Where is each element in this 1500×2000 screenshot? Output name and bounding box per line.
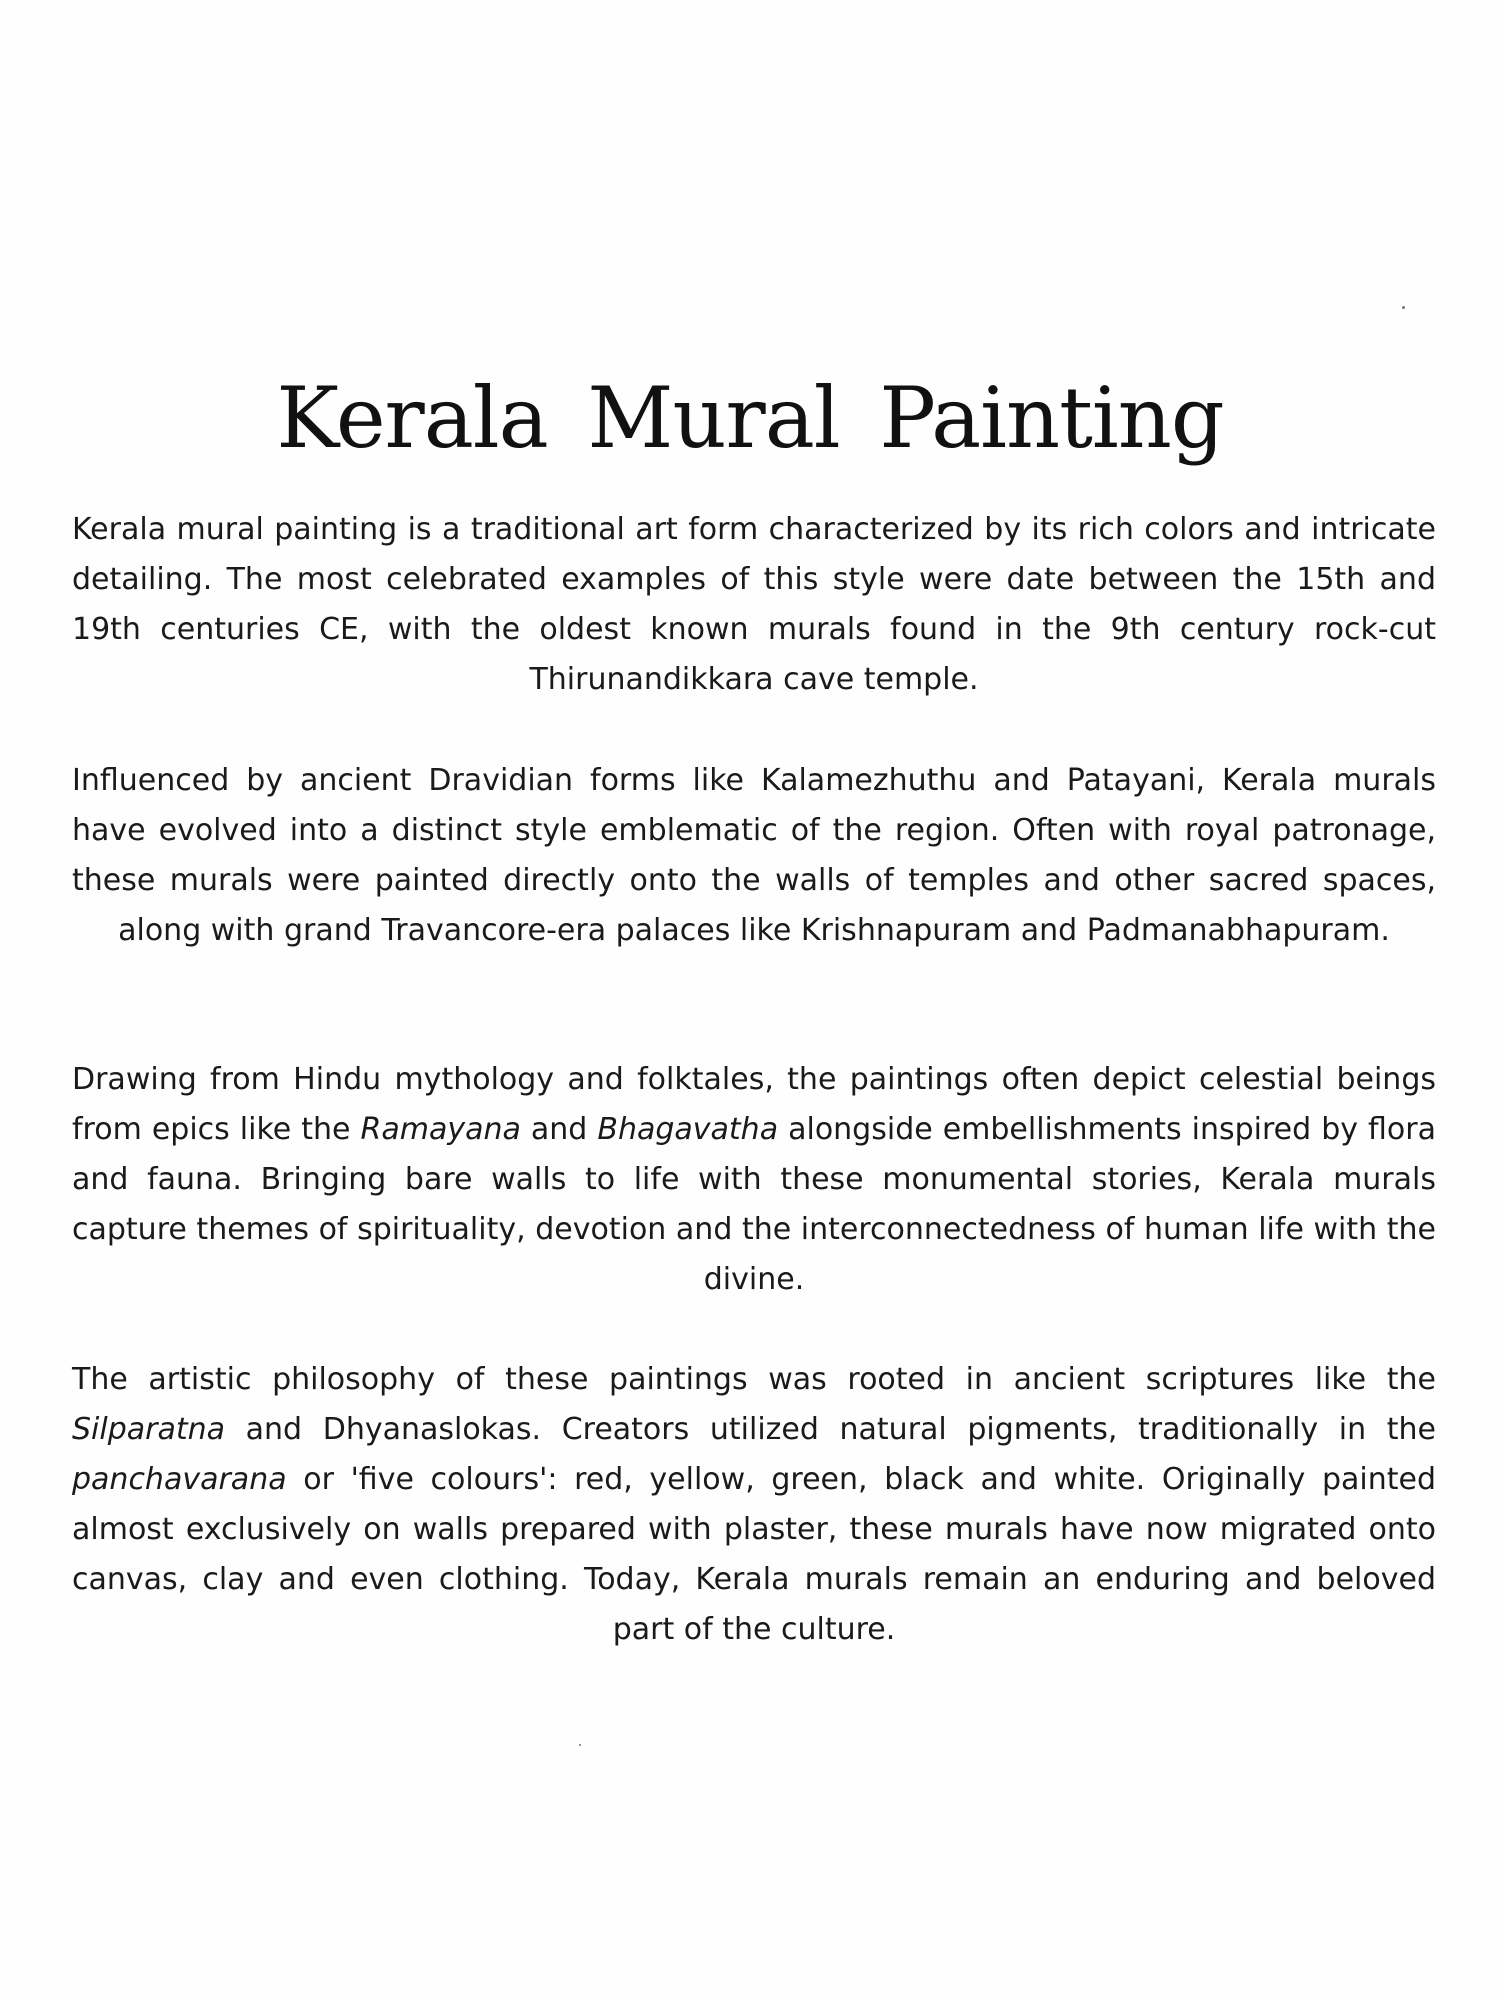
paragraph-philosophy-text-3: or 'five colours': red, yellow, green, black and white. Originally painted almost exclusively on walls prepared with plaster, these murals have now migrated onto canvas, clay and even clothing. Today, Kerala murals remain an enduring and beloved part of the culture. (72, 1462, 1436, 1647)
scan-speck (1402, 306, 1405, 309)
paragraph-philosophy (72, 1355, 1436, 1655)
paragraph-philosophy-text-2: and Dhyanaslokas. Creators utilized natural pigments, traditionally in the (225, 1412, 1436, 1447)
paragraph-themes-text-1: Drawing from Hindu mythology and folktales, the paintings often depict celestial beings from epics like the (72, 1062, 1436, 1147)
paragraph-themes-text-2: and (520, 1112, 598, 1147)
page-title: Kerala Mural Painting (276, 369, 1224, 467)
italic-term-silparatna: Silparatna (72, 1412, 226, 1447)
paragraph-themes-text-3: alongside embellishments inspired by flora and fauna. Bringing bare walls to life with these monumental stories, Kerala murals capture themes of spirituality, devotion and the interconnectedness of human life with the divine. (72, 1112, 1436, 1297)
italic-term-ramayana: Ramayana (360, 1112, 521, 1147)
scan-speck (579, 1744, 581, 1746)
paragraph-intro: Kerala mural painting is a traditional art form characterized by its rich colors and intricate detailing. The most celebrated examples of this style were date between the 15th and 19th centuries CE, with the oldest known murals found in the 9th century rock-cut Thirunandikkara cave temple. (72, 512, 1436, 697)
paragraph-influences: Influenced by ancient Dravidian forms like Kalamezhuthu and Patayani, Kerala murals have evolved into a distinct style emblematic of the region. Often with royal patronage, these murals were painted directly onto the walls of temples and other sacred spaces, along with grand Travancore-era palaces like Krishnapuram and Padmanabhapuram. (72, 763, 1436, 948)
italic-term-panchavarana: panchavarana (72, 1462, 287, 1497)
paragraph-philosophy-text-1: The artistic philosophy of these paintings was rooted in ancient scriptures like the (72, 1362, 1436, 1397)
italic-term-bhagavatha: Bhagavatha (597, 1112, 779, 1147)
paragraph-themes (72, 1055, 1436, 1305)
